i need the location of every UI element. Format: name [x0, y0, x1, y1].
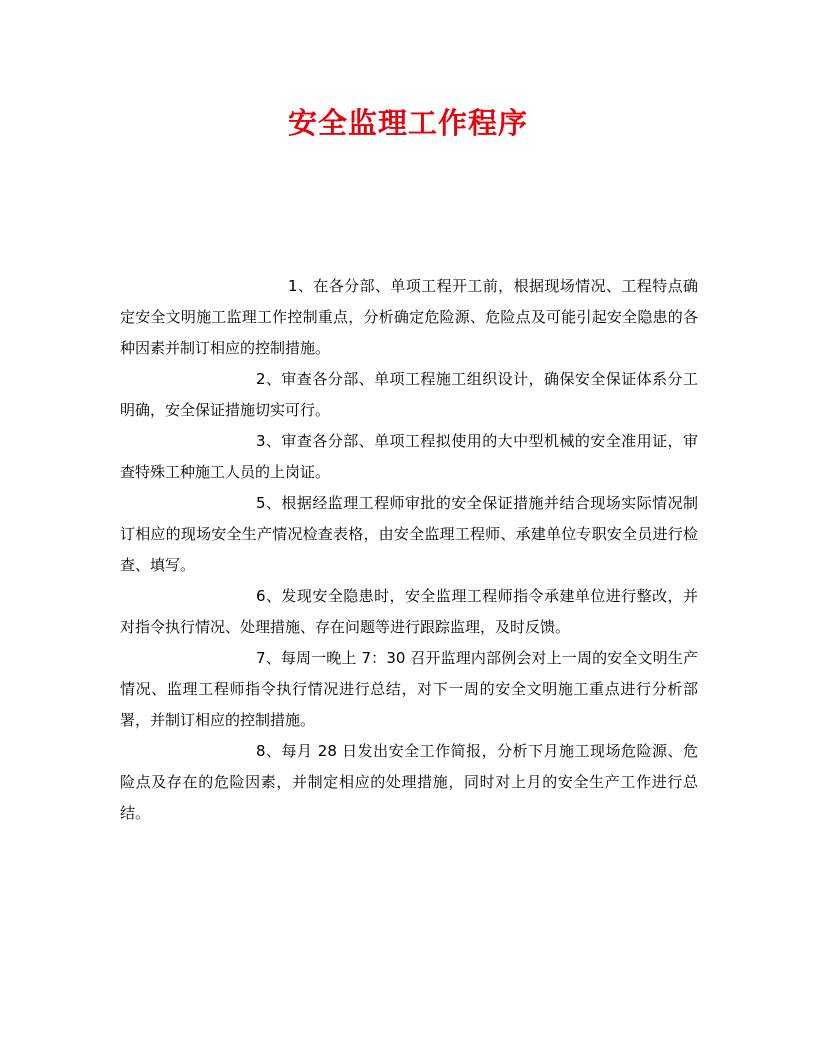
paragraph-7: 7、每周一晚上 7：30 召开监理内部例会对上一周的安全文明生产情况、监理工程师指令执行情况进行总结，对下一周的安全文明施工重点进行分析部署，并制订相应的控制措施。: [120, 649, 698, 729]
paragraph-8: 8、每月 28 日发出安全工作简报，分析下月施工现场危险源、危险点及存在的危险因素，并制定相应的处理措施，同时对上月的安全生产工作进行总结。: [120, 742, 698, 822]
document-body: [120, 271, 698, 829]
paragraph-1: 1、在各分部、单项工程开工前，根据现场情况、工程特点确定安全文明施工监理工作控制重点，分析确定危险源、危险点及可能引起安全隐患的各种因素并制订相应的控制措施。: [120, 277, 698, 357]
paragraph-3: 3、审查各分部、单项工程拟使用的大中型机械的安全准用证，审查特殊工种施工人员的上岗证。: [120, 432, 698, 481]
paragraph-6: 6、发现安全隐患时，安全监理工程师指令承建单位进行整改，并对指令执行情况、处理措施、存在问题等进行跟踪监理，及时反馈。: [120, 587, 698, 636]
paragraph-2: 2、审查各分部、单项工程施工组织设计，确保安全保证体系分工明确，安全保证措施切实可行。: [120, 370, 698, 419]
paragraph-5: 5、根据经监理工程师审批的安全保证措施并结合现场实际情况制订相应的现场安全生产情况检查表格，由安全监理工程师、承建单位专职安全员进行检查、填写。: [120, 494, 698, 574]
document-title: 安全监理工作程序: [287, 106, 528, 140]
